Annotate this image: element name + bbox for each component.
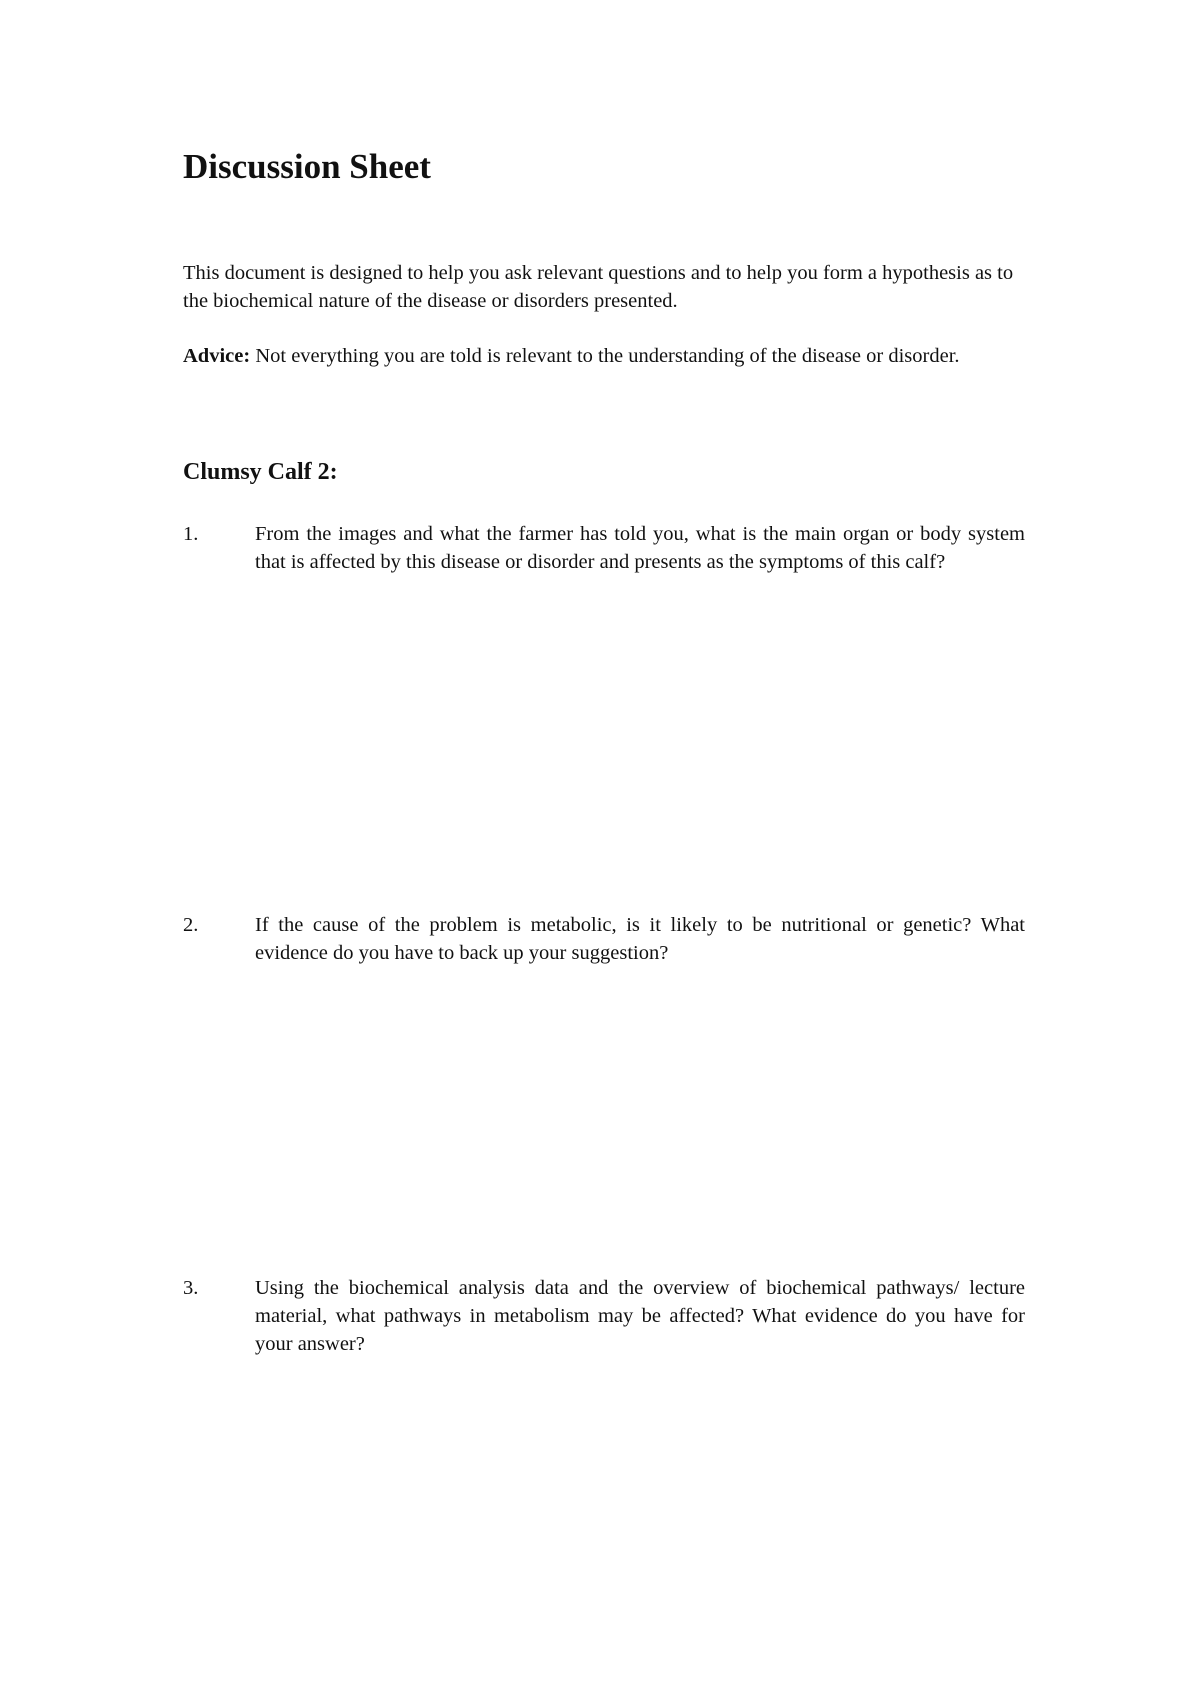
question-3	[183, 1274, 1025, 1358]
advice-label: Advice:	[183, 345, 251, 367]
question-2-number: 2.	[183, 914, 199, 936]
question-3-number: 3.	[183, 1277, 199, 1299]
section-title: Clumsy Calf 2:	[183, 459, 338, 485]
advice-paragraph	[183, 342, 1023, 370]
intro-paragraph: This document is designed to help you ask relevant questions and to help you form a hypothesis as to the biochemical nature of the disease or disorders presented.	[183, 262, 1014, 312]
advice-text: Not everything you are told is relevant to the understanding of the disease or disorder.	[250, 345, 960, 367]
question-1	[183, 520, 1025, 576]
question-1-number: 1.	[183, 523, 199, 545]
question-2	[183, 911, 1025, 967]
page-title: Discussion Sheet	[183, 147, 431, 186]
question-2-text: If the cause of the problem is metabolic, is it likely to be nutritional or genetic? What evidence do you have to back up your suggestion?	[255, 914, 1025, 964]
question-1-text: From the images and what the farmer has told you, what is the main organ or body system that is affected by this disease or disorder and presents as the symptoms of this calf?	[255, 523, 1025, 573]
question-3-text: Using the biochemical analysis data and the overview of biochemical pathways/ lecture material, what pathways in metabolism may be affected? What evidence do you have for your answer?	[255, 1277, 1025, 1355]
